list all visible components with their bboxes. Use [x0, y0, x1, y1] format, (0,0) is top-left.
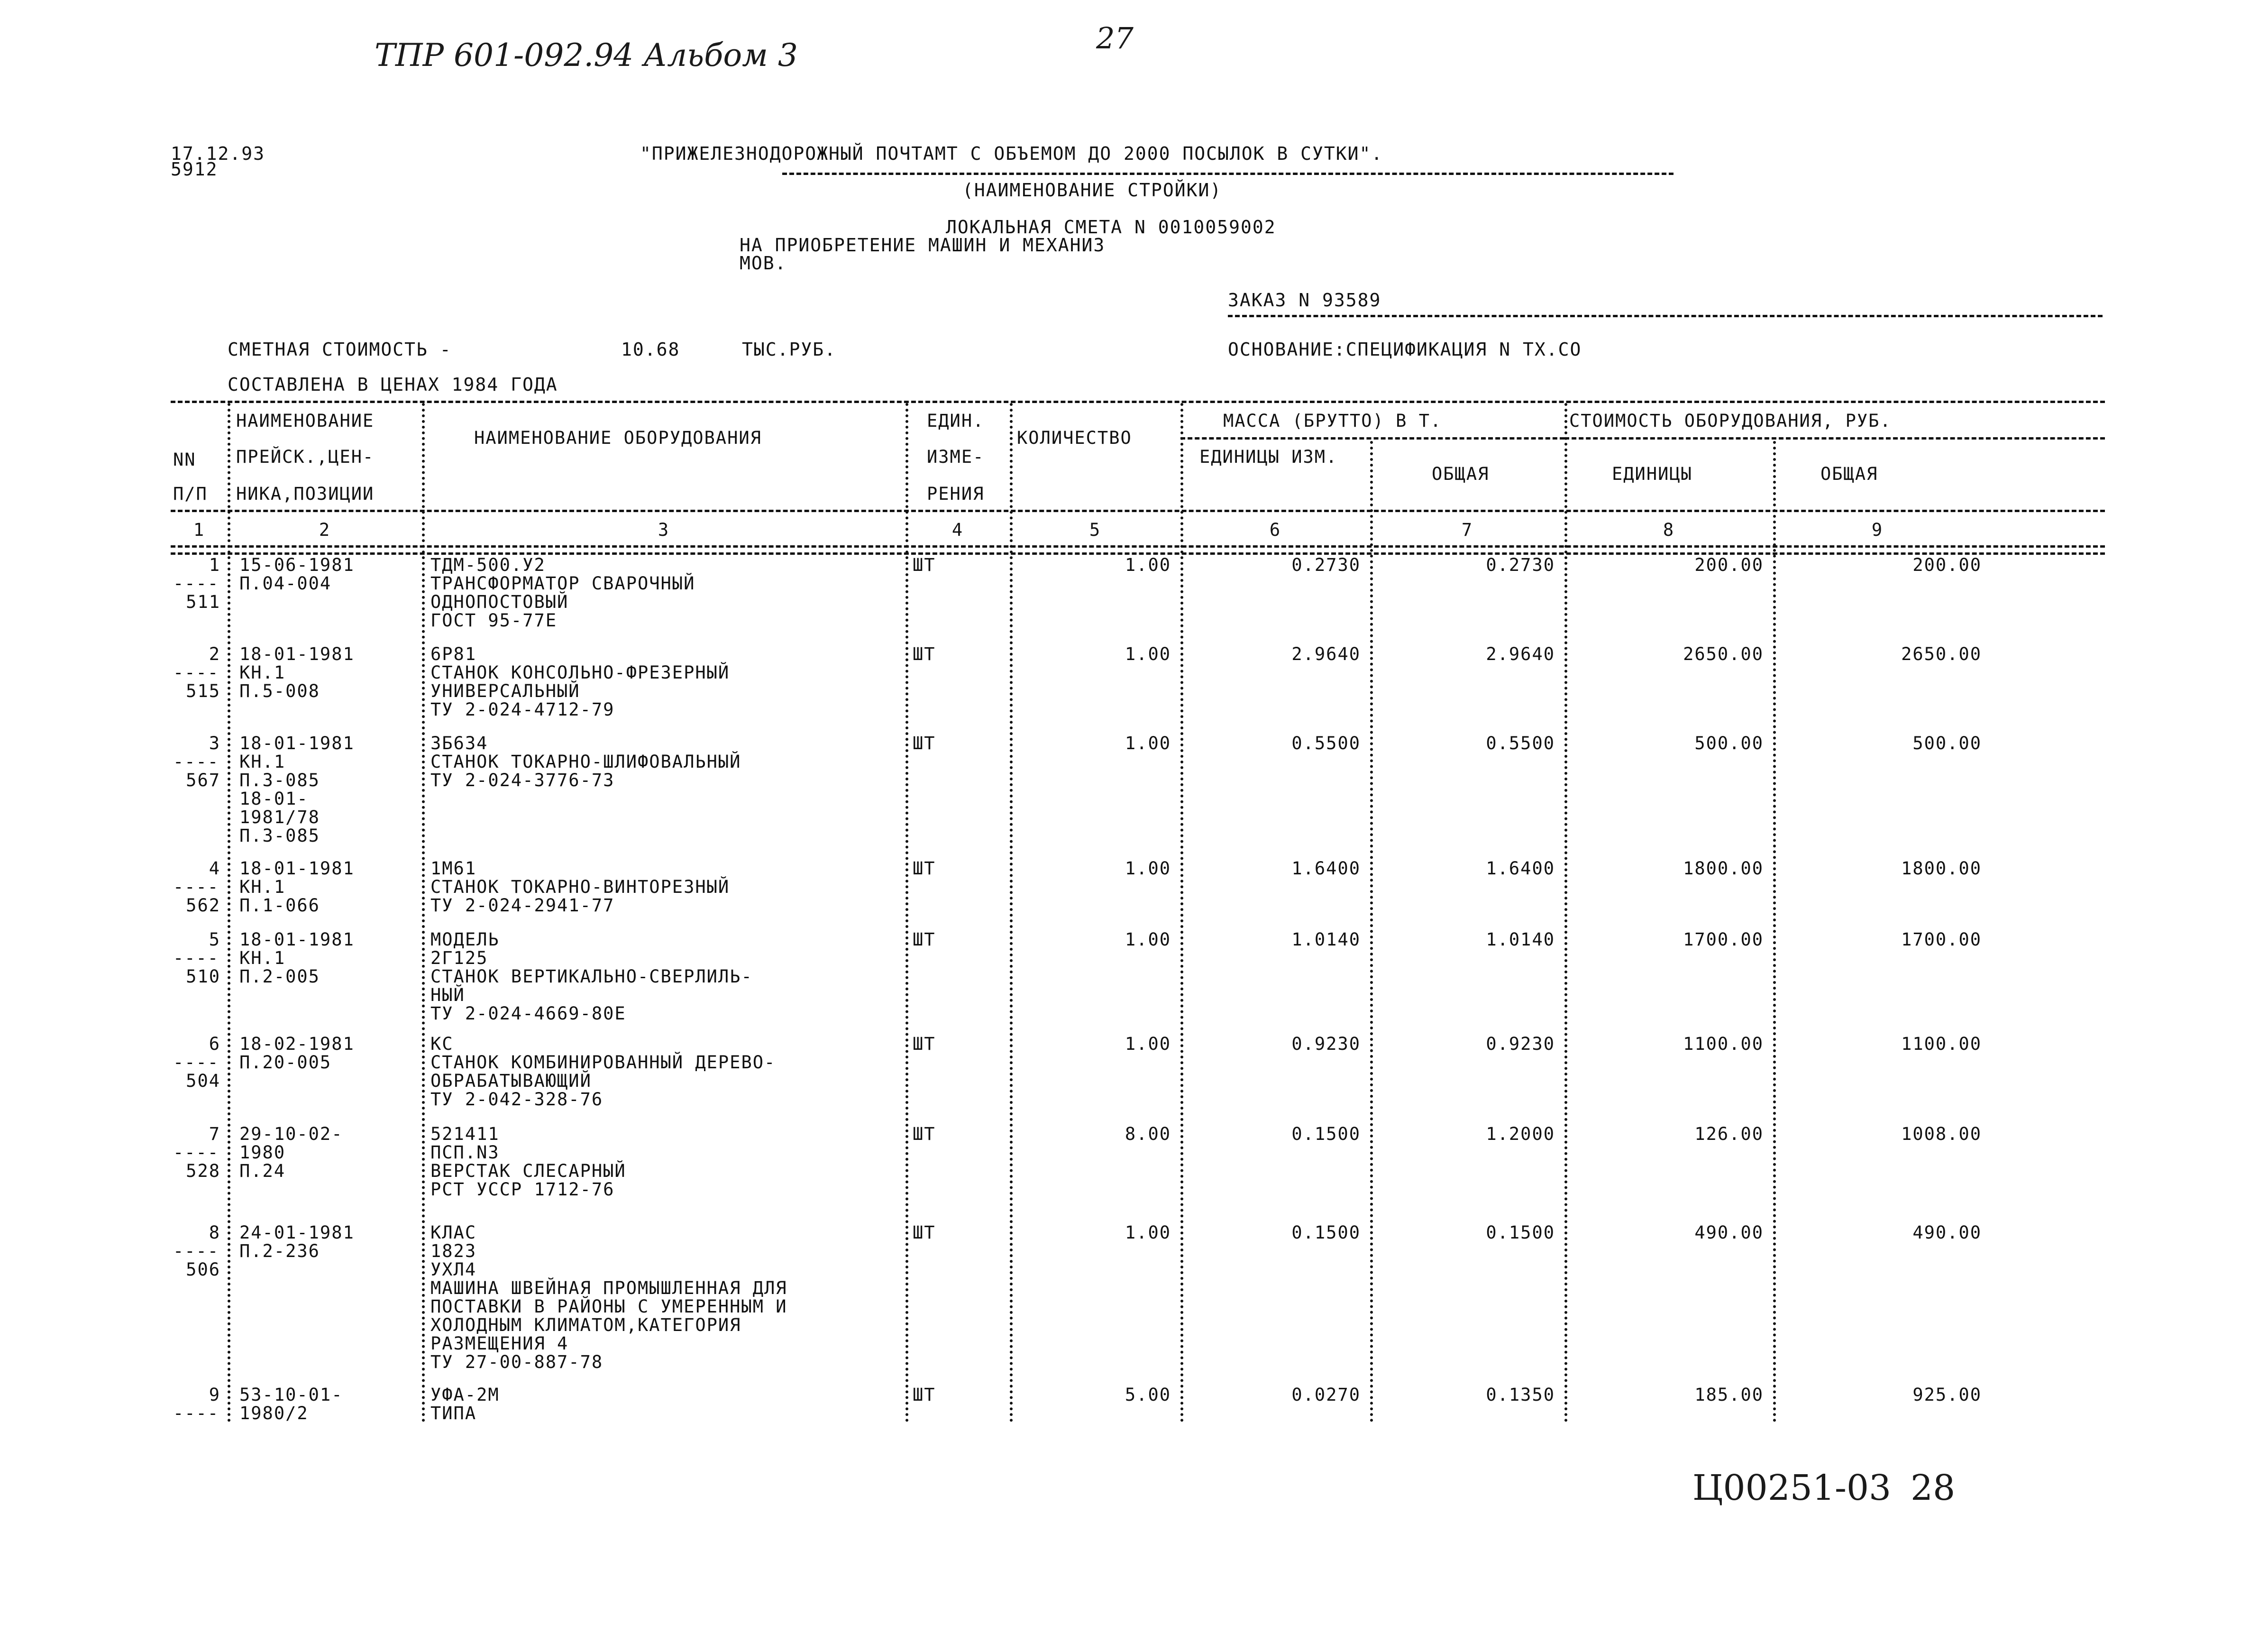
order-number: ЗАКАЗ N 93589 — [1228, 290, 1381, 311]
mass-per-unit: 1.6400 — [1291, 858, 1361, 879]
quantity: 1.00 — [1125, 1222, 1171, 1243]
cost-per-unit: 500.00 — [1694, 733, 1764, 753]
equipment-name-line: ТИПА — [430, 1403, 477, 1423]
hdr-cost-unit: ЕДИНИЦЫ — [1612, 464, 1692, 484]
mass-total: 0.9230 — [1486, 1034, 1555, 1054]
col-sep-8 — [1773, 441, 1776, 1423]
cost-total: 200.00 — [1912, 555, 1982, 575]
col-sep-1 — [228, 403, 230, 1423]
price-ref-line: П.3-085 — [239, 826, 320, 846]
cost-total: 925.00 — [1912, 1385, 1982, 1405]
project-name: "ПРИЖЕЛЕЗНОДОРОЖНЫЙ ПОЧТАМТ С ОБЪЕМОМ ДО 2000 ПОСЫЛОК В СУТКИ". — [640, 143, 1383, 164]
row-dashes: ---- — [173, 662, 219, 683]
price-ref-line: П.04-004 — [239, 573, 332, 594]
mass-total: 1.2000 — [1486, 1124, 1555, 1144]
hdr-price-name-3: НИКА,ПОЗИЦИИ — [236, 484, 375, 504]
equipment-name-line: ВЕРСТАК СЛЕСАРНЫЙ — [430, 1161, 626, 1181]
equipment-name-line: ПСП.N3 — [430, 1142, 500, 1163]
cost-per-unit: 1100.00 — [1683, 1034, 1764, 1054]
equipment-name-line: МАШИНА ШВЕЙНАЯ ПРОМЫШЛЕННАЯ ДЛЯ — [430, 1278, 787, 1298]
hdr-cost-total: ОБЩАЯ — [1820, 464, 1878, 484]
column-number-2: 2 — [319, 520, 331, 540]
unit: ШТ — [913, 1124, 936, 1144]
hdr-equipment-name: НАИМЕНОВАНИЕ ОБОРУДОВАНИЯ — [474, 428, 762, 448]
cost-per-unit: 185.00 — [1694, 1385, 1764, 1405]
equipment-name-line: ТУ 2-024-3776-73 — [430, 770, 615, 790]
col-sep-4 — [1010, 403, 1013, 1423]
header-rule-top — [171, 401, 2105, 403]
mass-subrule — [1180, 437, 1564, 440]
price-ref-line: 1980 — [239, 1142, 286, 1163]
quantity: 1.00 — [1125, 733, 1171, 753]
col-sep-6 — [1370, 441, 1373, 1423]
quantity: 5.00 — [1125, 1385, 1171, 1405]
equipment-name-line: СТАНОК КОНСОЛЬНО-ФРЕЗЕРНЫЙ — [430, 662, 730, 683]
price-ref-line: КН.1 — [239, 752, 286, 772]
price-ref-line: П.2-005 — [239, 966, 320, 987]
footer-page: 28 — [1911, 1468, 1956, 1508]
unit: ШТ — [913, 1385, 936, 1405]
row-code: 511 — [186, 592, 220, 612]
estimate-subtitle-1: НА ПРИОБРЕТЕНИЕ МАШИН И МЕХАНИЗ — [740, 235, 1106, 256]
price-ref-line: КН.1 — [239, 662, 286, 683]
mass-total: 1.6400 — [1486, 858, 1555, 879]
price-ref-line: 18-01-1981 — [239, 733, 355, 753]
price-base: СОСТАВЛЕНА В ЦЕНАХ 1984 ГОДА — [228, 374, 558, 395]
hdr-unit-2: ИЗМЕ- — [927, 447, 985, 467]
price-ref-line: 24-01-1981 — [239, 1222, 355, 1243]
quantity: 1.00 — [1125, 858, 1171, 879]
equipment-name-line: ГОСТ 95-77Е — [430, 610, 558, 631]
equipment-name-line: УНИВЕРСАЛЬНЫЙ — [430, 681, 580, 701]
mass-total: 0.5500 — [1486, 733, 1555, 753]
cost-total: 1800.00 — [1901, 858, 1982, 879]
column-number-1: 1 — [193, 520, 205, 540]
unit: ШТ — [913, 644, 936, 664]
price-ref-line: П.24 — [239, 1161, 286, 1181]
cost-per-unit: 2650.00 — [1683, 644, 1764, 664]
mass-per-unit: 0.5500 — [1291, 733, 1361, 753]
quantity: 1.00 — [1125, 929, 1171, 950]
header-rule-bottom — [171, 545, 2105, 548]
cost-per-unit: 1700.00 — [1683, 929, 1764, 950]
quantity: 8.00 — [1125, 1124, 1171, 1144]
hdr-nn: NN — [173, 450, 196, 470]
hdr-price-name-2: ПРЕЙСК.,ЦЕН- — [236, 447, 375, 467]
equipment-name-line: РАЗМЕЩЕНИЯ 4 — [430, 1333, 569, 1354]
row-number: 1 — [209, 555, 220, 575]
row-number: 7 — [209, 1124, 220, 1144]
equipment-name-line: УФА-2М — [430, 1385, 500, 1405]
price-ref-line: 15-06-1981 — [239, 555, 355, 575]
row-code: 504 — [186, 1071, 220, 1091]
row-dashes: ---- — [173, 1403, 219, 1423]
column-number-3: 3 — [658, 520, 670, 540]
unit: ШТ — [913, 929, 936, 950]
equipment-name-line: ТУ 2-024-4712-79 — [430, 699, 615, 720]
estimate-subtitle-2: МОВ. — [740, 253, 787, 274]
price-ref-line: 1980/2 — [239, 1403, 309, 1423]
quantity: 1.00 — [1125, 644, 1171, 664]
equipment-name-line: НЫЙ — [430, 985, 465, 1005]
price-ref-line: 1981/78 — [239, 807, 320, 827]
cost-per-unit: 1800.00 — [1683, 858, 1764, 879]
row-number: 9 — [209, 1385, 220, 1405]
equipment-name-line: ТУ 2-024-4669-80Е — [430, 1003, 626, 1024]
project-caption: (НАИМЕНОВАНИЕ СТРОЙКИ) — [962, 180, 1222, 201]
cost-total: 1008.00 — [1901, 1124, 1982, 1144]
equipment-name-line: 6Р81 — [430, 644, 477, 664]
hdr-cost: СТОИМОСТЬ ОБОРУДОВАНИЯ, РУБ. — [1569, 411, 1892, 431]
row-code: 528 — [186, 1161, 220, 1181]
cost-subrule — [1564, 437, 2105, 440]
price-ref-line: 18-01-1981 — [239, 858, 355, 879]
price-ref-line: 29-10-02- — [239, 1124, 343, 1144]
hdr-unit-3: РЕНИЯ — [927, 484, 985, 504]
price-ref-line: 18-01-1981 — [239, 644, 355, 664]
row-code: 515 — [186, 681, 220, 701]
estimate-title: ЛОКАЛЬНАЯ СМЕТА N 0010059002 — [946, 217, 1276, 238]
hdr-mass-unit: ЕДИНИЦЫ ИЗМ. — [1199, 447, 1338, 467]
basis: ОСНОВАНИЕ:СПЕЦИФИКАЦИЯ N ТХ.СО — [1228, 339, 1582, 360]
row-code: 567 — [186, 770, 220, 790]
column-number-9: 9 — [1871, 520, 1884, 540]
hdr-pp: П/П — [173, 484, 208, 504]
unit: ШТ — [913, 1034, 936, 1054]
unit: ШТ — [913, 858, 936, 879]
album-title: ТПР 601-092.94 Альбом 3 — [375, 37, 798, 73]
col-sep-5 — [1180, 403, 1183, 1423]
price-ref-line: П.3-085 — [239, 770, 320, 790]
equipment-name-line: 521411 — [430, 1124, 500, 1144]
cost-total: 490.00 — [1912, 1222, 1982, 1243]
mass-total: 0.2730 — [1486, 555, 1555, 575]
equipment-name-line: МОДЕЛЬ — [430, 929, 500, 950]
cost-value: 10.68 — [621, 339, 680, 360]
hdr-unit-1: ЕДИН. — [927, 411, 985, 431]
mass-per-unit: 0.2730 — [1291, 555, 1361, 575]
equipment-name-line: ХОЛОДНЫМ КЛИМАТОМ,КАТЕГОРИЯ — [430, 1315, 741, 1335]
equipment-name-line: 1М61 — [430, 858, 477, 879]
column-number-7: 7 — [1461, 520, 1473, 540]
hdr-mass: МАССА (БРУТТО) В Т. — [1223, 411, 1442, 431]
mass-total: 2.9640 — [1486, 644, 1555, 664]
equipment-name-line: УХЛ4 — [430, 1259, 477, 1280]
cost-label: СМЕТНАЯ СТОИМОСТЬ - — [228, 339, 452, 360]
price-ref-line: П.5-008 — [239, 681, 320, 701]
price-ref-line: 53-10-01- — [239, 1385, 343, 1405]
mass-per-unit: 0.1500 — [1291, 1222, 1361, 1243]
mass-per-unit: 0.1500 — [1291, 1124, 1361, 1144]
equipment-name-line: СТАНОК КОМБИНИРОВАННЫЙ ДЕРЕВО- — [430, 1052, 776, 1073]
row-dashes: ---- — [173, 948, 219, 968]
cost-per-unit: 126.00 — [1694, 1124, 1764, 1144]
row-number: 2 — [209, 644, 220, 664]
mass-per-unit: 2.9640 — [1291, 644, 1361, 664]
price-ref-line: П.1-066 — [239, 895, 320, 916]
row-dashes: ---- — [173, 752, 219, 772]
hdr-mass-total: ОБЩАЯ — [1432, 464, 1490, 484]
price-ref-line: КН.1 — [239, 877, 286, 897]
row-code: 562 — [186, 895, 220, 916]
equipment-name-line: 2Г125 — [430, 948, 488, 968]
column-number-5: 5 — [1089, 520, 1101, 540]
equipment-name-line: РСТ УССР 1712-76 — [430, 1179, 615, 1200]
row-number: 3 — [209, 733, 220, 753]
row-dashes: ---- — [173, 877, 219, 897]
column-number-8: 8 — [1663, 520, 1675, 540]
cost-per-unit: 490.00 — [1694, 1222, 1764, 1243]
equipment-name-line: 1823 — [430, 1241, 477, 1261]
equipment-name-line: КС — [430, 1034, 454, 1054]
hdr-price-name-1: НАИМЕНОВАНИЕ — [236, 411, 375, 431]
equipment-name-line: 3Б634 — [430, 733, 488, 753]
footer-code: Ц00251-03 — [1692, 1468, 1892, 1508]
print-code: 5912 — [171, 159, 218, 180]
cost-total: 2650.00 — [1901, 644, 1982, 664]
mass-total: 1.0140 — [1486, 929, 1555, 950]
mass-total: 0.1350 — [1486, 1385, 1555, 1405]
cost-total: 1100.00 — [1901, 1034, 1982, 1054]
cost-total: 1700.00 — [1901, 929, 1982, 950]
mass-per-unit: 1.0140 — [1291, 929, 1361, 950]
col-sep-3 — [905, 403, 908, 1423]
equipment-name-line: СТАНОК ТОКАРНО-ШЛИФОВАЛЬНЫЙ — [430, 752, 741, 772]
cost-total: 500.00 — [1912, 733, 1982, 753]
price-ref-line: 18-02-1981 — [239, 1034, 355, 1054]
equipment-name-line: ТДМ-500.У2 — [430, 555, 546, 575]
order-underline — [1228, 315, 2103, 317]
row-code: 506 — [186, 1259, 220, 1280]
price-ref-line: КН.1 — [239, 948, 286, 968]
price-ref-line: П.20-005 — [239, 1052, 332, 1073]
row-dashes: ---- — [173, 1052, 219, 1073]
equipment-name-line: ТРАНСФОРМАТОР СВАРОЧНЫЙ — [430, 573, 695, 594]
column-number-4: 4 — [951, 520, 964, 540]
equipment-name-line: ТУ 27-00-887-78 — [430, 1352, 604, 1372]
equipment-name-line: СТАНОК ТОКАРНО-ВИНТОРЕЗНЫЙ — [430, 877, 730, 897]
quantity: 1.00 — [1125, 1034, 1171, 1054]
row-number: 8 — [209, 1222, 220, 1243]
equipment-name-line: СТАНОК ВЕРТИКАЛЬНО-СВЕРЛИЛЬ- — [430, 966, 753, 987]
cost-per-unit: 200.00 — [1694, 555, 1764, 575]
unit: ШТ — [913, 555, 936, 575]
quantity: 1.00 — [1125, 555, 1171, 575]
project-underline — [782, 173, 1674, 175]
unit: ШТ — [913, 733, 936, 753]
equipment-name-line: ПОСТАВКИ В РАЙОНЫ С УМЕРЕННЫМ И — [430, 1296, 787, 1317]
print-date: 17.12.93 — [171, 143, 265, 164]
row-dashes: ---- — [173, 1142, 219, 1163]
row-dashes: ---- — [173, 573, 219, 594]
price-ref-line: П.2-236 — [239, 1241, 320, 1261]
mass-per-unit: 0.9230 — [1291, 1034, 1361, 1054]
equipment-name-line: КЛАС — [430, 1222, 477, 1243]
mass-total: 0.1500 — [1486, 1222, 1555, 1243]
unit: ШТ — [913, 1222, 936, 1243]
price-ref-line: 18-01- — [239, 789, 309, 809]
column-number-6: 6 — [1269, 520, 1281, 540]
price-ref-line: 18-01-1981 — [239, 929, 355, 950]
row-code: 510 — [186, 966, 220, 987]
col-sep-2 — [422, 403, 425, 1423]
cost-unit: ТЫС.РУБ. — [742, 339, 837, 360]
equipment-name-line: ТУ 2-024-2941-77 — [430, 895, 615, 916]
hdr-quantity: КОЛИЧЕСТВО — [1017, 428, 1132, 448]
row-number: 4 — [209, 858, 220, 879]
page-number: 27 — [1096, 21, 1134, 55]
header-rule-mid — [171, 510, 2105, 512]
row-number: 6 — [209, 1034, 220, 1054]
mass-per-unit: 0.0270 — [1291, 1385, 1361, 1405]
equipment-name-line: ОБРАБАТЫВАЮЩИЙ — [430, 1071, 592, 1091]
row-number: 5 — [209, 929, 220, 950]
equipment-name-line: ТУ 2-042-328-76 — [430, 1089, 604, 1110]
row-dashes: ---- — [173, 1241, 219, 1261]
col-sep-7 — [1564, 403, 1567, 1423]
equipment-name-line: ОДНОПОСТОВЫЙ — [430, 592, 569, 612]
